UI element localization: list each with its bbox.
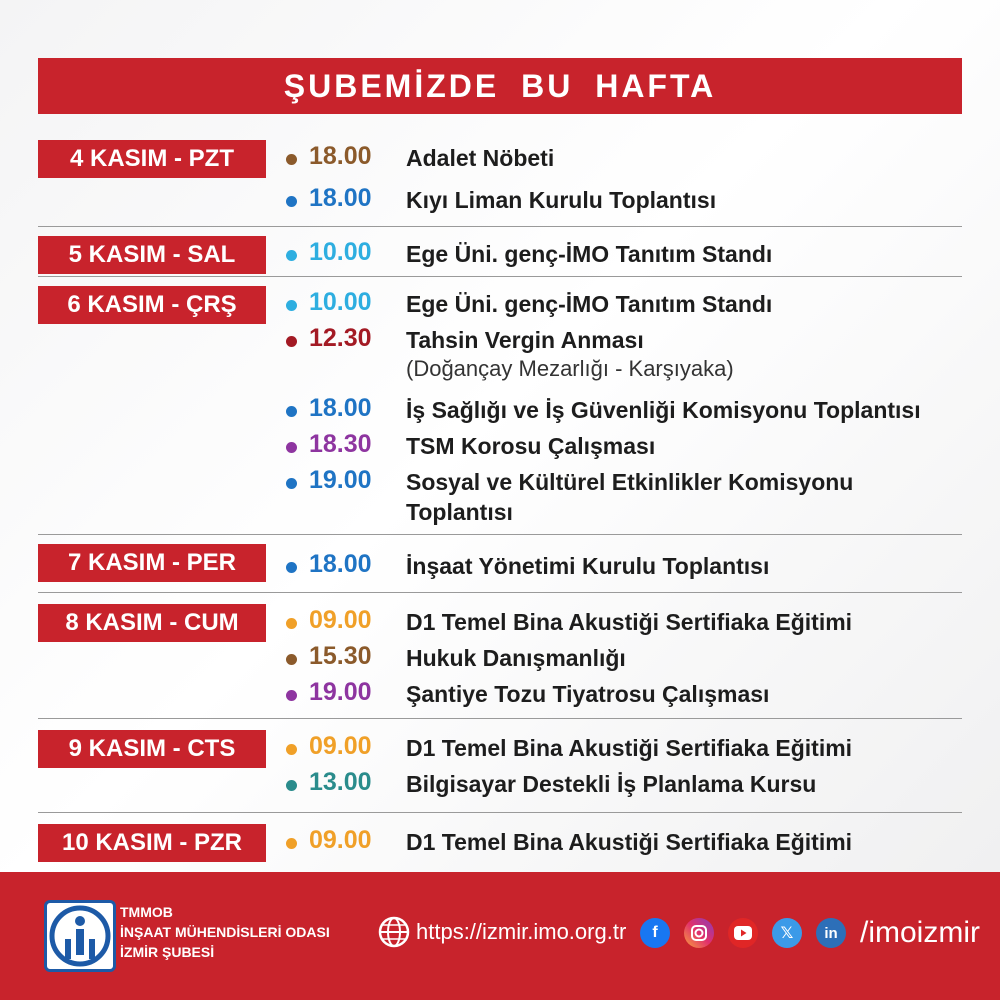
event-time: 13.00	[309, 768, 372, 796]
event-title: Adalet Nöbeti	[406, 145, 555, 171]
social-links	[640, 916, 980, 950]
event-title: TSM Korosu Çalışması	[406, 433, 656, 459]
day-label: 8 KASIM - CUM	[38, 604, 266, 642]
event-time: 18.00	[309, 394, 372, 422]
day-block	[38, 728, 962, 813]
day-block	[38, 138, 962, 227]
event-item	[278, 320, 962, 356]
event-item	[278, 728, 962, 764]
bullet-icon	[286, 618, 297, 629]
event-item	[278, 546, 962, 582]
youtube-icon[interactable]	[728, 918, 758, 948]
bullet-icon	[286, 838, 297, 849]
day-block	[38, 602, 962, 719]
day-label: 6 KASIM - ÇRŞ	[38, 286, 266, 324]
event-time: 09.00	[309, 606, 372, 634]
imo-logo-icon	[44, 900, 116, 972]
day-label: 7 KASIM - PER	[38, 544, 266, 582]
event-item	[278, 180, 962, 216]
bullet-icon	[286, 780, 297, 791]
event-subtext-row	[278, 356, 962, 390]
day-label: 9 KASIM - CTS	[38, 730, 266, 768]
event-title: Kıyı Liman Kurulu Toplantısı	[406, 187, 717, 213]
linkedin-icon[interactable]: in	[816, 918, 846, 948]
organization-name	[120, 902, 330, 962]
event-title: Hukuk Danışmanlığı	[406, 645, 626, 671]
event-item	[278, 674, 962, 710]
day-label: 5 KASIM - SAL	[38, 236, 266, 274]
instagram-icon[interactable]	[684, 918, 714, 948]
bullet-icon	[286, 300, 297, 311]
website-link[interactable]	[378, 916, 626, 948]
website-url: https://izmir.imo.org.tr	[416, 919, 627, 944]
event-item	[278, 390, 962, 426]
day-label: 4 KASIM - PZT	[38, 140, 266, 178]
bullet-icon	[286, 562, 297, 573]
event-title: Bilgisayar Destekli İş Planlama Kursu	[406, 771, 817, 797]
event-title: İş Sağlığı ve İş Güvenliği Komisyonu Toplantısı	[406, 397, 921, 423]
event-item	[278, 462, 962, 528]
event-time: 09.00	[309, 732, 372, 760]
org-line-1: TMMOB	[120, 904, 173, 920]
event-item	[278, 602, 962, 638]
event-time: 19.00	[309, 678, 372, 706]
facebook-icon[interactable]: f	[640, 918, 670, 948]
day-block	[38, 542, 962, 593]
bullet-icon	[286, 654, 297, 665]
event-title: Tahsin Vergin Anması	[406, 327, 644, 353]
event-location: (Doğançay Mezarlığı - Karşıyaka)	[406, 356, 734, 381]
event-time: 18.30	[309, 430, 372, 458]
bullet-icon	[286, 196, 297, 207]
bullet-icon	[286, 478, 297, 489]
org-line-2: İNŞAAT MÜHENDİSLERİ ODASI	[120, 924, 330, 940]
day-block	[38, 822, 962, 864]
bullet-icon	[286, 154, 297, 165]
page-title: ŞUBEMİZDE BU HAFTA	[38, 58, 962, 114]
globe-icon	[378, 916, 410, 948]
event-time: 18.00	[309, 184, 372, 212]
social-handle[interactable]: /imoizmir	[860, 916, 980, 949]
event-time: 10.00	[309, 288, 372, 316]
bullet-icon	[286, 406, 297, 417]
event-item	[278, 138, 962, 174]
bullet-icon	[286, 690, 297, 701]
event-item	[278, 284, 962, 320]
event-title: İnşaat Yönetimi Kurulu Toplantısı	[406, 553, 770, 579]
event-item	[278, 638, 962, 674]
bullet-icon	[286, 744, 297, 755]
day-block	[38, 234, 962, 277]
event-title: Ege Üni. genç-İMO Tanıtım Standı	[406, 241, 773, 267]
event-item	[278, 234, 962, 270]
event-title: Ege Üni. genç-İMO Tanıtım Standı	[406, 291, 773, 317]
event-time: 18.00	[309, 550, 372, 578]
event-title: D1 Temel Bina Akustiği Sertifiaka Eğitimi	[406, 609, 853, 635]
bullet-icon	[286, 336, 297, 347]
event-title: D1 Temel Bina Akustiği Sertifiaka Eğitimi	[406, 829, 853, 855]
event-title: D1 Temel Bina Akustiği Sertifiaka Eğitimi	[406, 735, 853, 761]
x-icon[interactable]: 𝕏	[772, 918, 802, 948]
event-time: 12.30	[309, 324, 372, 352]
event-time: 18.00	[309, 142, 372, 170]
bullet-icon	[286, 442, 297, 453]
footer	[0, 872, 1000, 1000]
event-title: Şantiye Tozu Tiyatrosu Çalışması	[406, 681, 770, 707]
event-time: 15.30	[309, 642, 372, 670]
event-item	[278, 426, 962, 462]
day-block	[38, 284, 962, 535]
event-time: 09.00	[309, 826, 372, 854]
event-time: 19.00	[309, 466, 372, 494]
event-item	[278, 822, 962, 858]
event-time: 10.00	[309, 238, 372, 266]
event-item	[278, 764, 962, 800]
day-label: 10 KASIM - PZR	[38, 824, 266, 862]
bullet-icon	[286, 250, 297, 261]
org-line-3: İZMİR ŞUBESİ	[120, 944, 215, 960]
event-title: Sosyal ve Kültürel Etkinlikler Komisyonu Toplantısı	[406, 469, 854, 525]
